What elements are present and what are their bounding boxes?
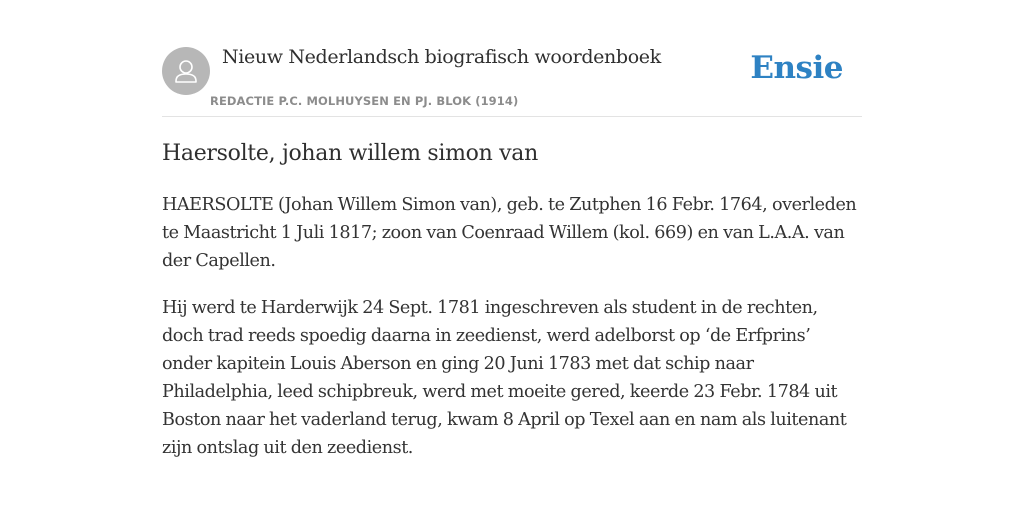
person-icon[interactable]	[162, 47, 210, 95]
article-paragraph: Hij werd te Harderwijk 24 Sept. 1781 ingeschreven als student in de rechten, doch trad reeds spoedig daarna in zeedienst, werd adelborst op ‘de Erfprins’ onder kapitein Louis Aberson en ging 20 Juni 1783 met dat schip naar Philadelphia, leed schipbreuk, werd met moeite gered, keerde 23 Febr. 1784 uit Boston naar het vaderland terug, kwam 8 April op Texel aan en nam als luitenant zijn ontslag uit den zeedienst.	[162, 298, 847, 458]
book-editor: REDACTIE P.C. MOLHUYSEN EN PJ. BLOK (1914)	[210, 94, 519, 108]
article	[162, 137, 862, 462]
ensie-logo[interactable]: Ensie	[750, 50, 843, 86]
article-title: Haersolte, johan willem simon van	[162, 141, 538, 166]
book-title[interactable]: Nieuw Nederlandsch biografisch woordenboek	[222, 46, 661, 68]
page-header	[162, 44, 862, 117]
article-paragraph: HAERSOLTE (Johan Willem Simon van), geb. te Zutphen 16 Febr. 1764, overleden te Maastricht 1 Juli 1817; zoon van Coenraad Willem (kol. 669) en van L.A.A. van der Capellen.	[162, 195, 857, 271]
